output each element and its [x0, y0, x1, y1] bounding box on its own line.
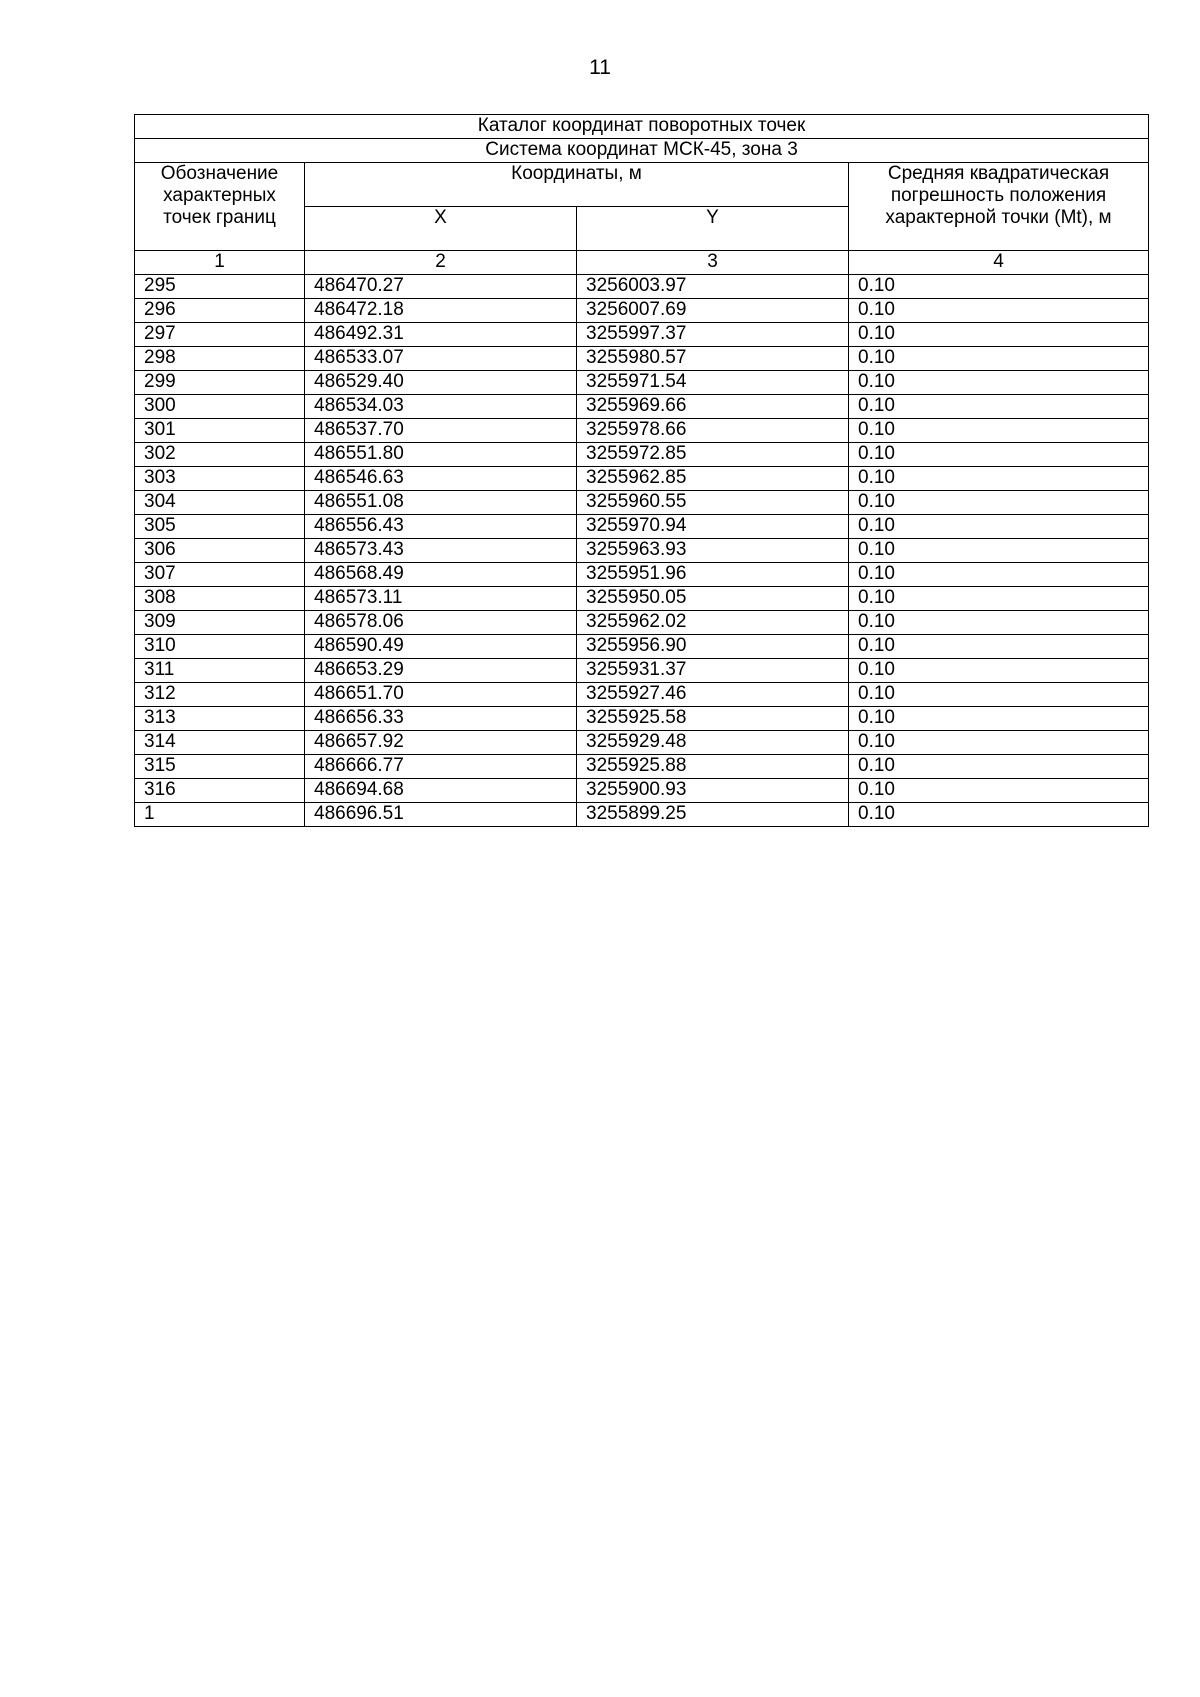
x-coordinate-cell: 486551.08	[305, 491, 577, 515]
y-coordinate-cell: 3255962.02	[577, 611, 849, 635]
x-coordinate-cell: 486651.70	[305, 683, 577, 707]
y-coordinate-cell: 3255927.46	[577, 683, 849, 707]
table-row	[135, 299, 1149, 323]
header-coordinates: Координаты, м	[305, 163, 849, 207]
table-row	[135, 803, 1149, 827]
coordinate-system-label: Система координат МСК-45, зона 3	[135, 139, 1149, 163]
accuracy-cell: 0.10	[849, 467, 1149, 491]
x-coordinate-cell: 486653.29	[305, 659, 577, 683]
accuracy-cell: 0.10	[849, 443, 1149, 467]
y-coordinate-cell: 3255971.54	[577, 371, 849, 395]
table-row	[135, 635, 1149, 659]
y-coordinate-cell: 3255951.96	[577, 563, 849, 587]
point-id-cell: 299	[135, 371, 305, 395]
point-id-cell: 313	[135, 707, 305, 731]
table-title: Каталог координат поворотных точек	[135, 115, 1149, 139]
header-accuracy: Средняя квадратическая погрешность положения характерной точки (Mt), м	[849, 163, 1149, 251]
accuracy-cell: 0.10	[849, 395, 1149, 419]
y-coordinate-cell: 3255960.55	[577, 491, 849, 515]
table-row	[135, 323, 1149, 347]
y-coordinate-cell: 3255931.37	[577, 659, 849, 683]
point-id-cell: 300	[135, 395, 305, 419]
x-coordinate-cell: 486573.11	[305, 587, 577, 611]
point-id-cell: 315	[135, 755, 305, 779]
y-coordinate-cell: 3255963.93	[577, 539, 849, 563]
column-number: 2	[305, 251, 577, 275]
x-coordinate-cell: 486657.92	[305, 731, 577, 755]
point-id-cell: 295	[135, 275, 305, 299]
x-coordinate-cell: 486533.07	[305, 347, 577, 371]
accuracy-cell: 0.10	[849, 347, 1149, 371]
y-coordinate-cell: 3255962.85	[577, 467, 849, 491]
table-row	[135, 515, 1149, 539]
y-coordinate-cell: 3255972.85	[577, 443, 849, 467]
y-coordinate-cell: 3255978.66	[577, 419, 849, 443]
point-id-cell: 309	[135, 611, 305, 635]
x-coordinate-cell: 486578.06	[305, 611, 577, 635]
x-coordinate-cell: 486537.70	[305, 419, 577, 443]
accuracy-cell: 0.10	[849, 371, 1149, 395]
column-number: 3	[577, 251, 849, 275]
accuracy-cell: 0.10	[849, 515, 1149, 539]
y-coordinate-cell: 3255929.48	[577, 731, 849, 755]
accuracy-cell: 0.10	[849, 563, 1149, 587]
point-id-cell: 316	[135, 779, 305, 803]
table-row	[135, 731, 1149, 755]
table-row	[135, 587, 1149, 611]
table-row	[135, 467, 1149, 491]
coordinates-catalog-table	[134, 114, 1149, 827]
table-row	[135, 563, 1149, 587]
accuracy-cell: 0.10	[849, 275, 1149, 299]
x-coordinate-cell: 486470.27	[305, 275, 577, 299]
y-coordinate-cell: 3255900.93	[577, 779, 849, 803]
x-coordinate-cell: 486568.49	[305, 563, 577, 587]
accuracy-cell: 0.10	[849, 779, 1149, 803]
y-coordinate-cell: 3255925.88	[577, 755, 849, 779]
point-id-cell: 1	[135, 803, 305, 827]
y-coordinate-cell: 3255969.66	[577, 395, 849, 419]
x-coordinate-cell: 486590.49	[305, 635, 577, 659]
point-id-cell: 303	[135, 467, 305, 491]
point-id-cell: 312	[135, 683, 305, 707]
y-coordinate-cell: 3255970.94	[577, 515, 849, 539]
table-row	[135, 755, 1149, 779]
table-row	[135, 683, 1149, 707]
point-id-cell: 307	[135, 563, 305, 587]
point-id-cell: 310	[135, 635, 305, 659]
point-id-cell: 298	[135, 347, 305, 371]
point-id-cell: 301	[135, 419, 305, 443]
point-id-cell: 308	[135, 587, 305, 611]
point-id-cell: 305	[135, 515, 305, 539]
header-y: Y	[577, 207, 849, 251]
page-number: 11	[589, 56, 611, 79]
y-coordinate-cell: 3256003.97	[577, 275, 849, 299]
header-x: X	[305, 207, 577, 251]
point-id-cell: 314	[135, 731, 305, 755]
table-row	[135, 275, 1149, 299]
table-row	[135, 539, 1149, 563]
accuracy-cell: 0.10	[849, 707, 1149, 731]
y-coordinate-cell: 3255980.57	[577, 347, 849, 371]
x-coordinate-cell: 486546.63	[305, 467, 577, 491]
header-row	[135, 163, 1149, 207]
x-coordinate-cell: 486666.77	[305, 755, 577, 779]
x-coordinate-cell: 486534.03	[305, 395, 577, 419]
point-id-cell: 311	[135, 659, 305, 683]
accuracy-cell: 0.10	[849, 803, 1149, 827]
header-point-designation: Обозначение характерных точек границ	[135, 163, 305, 251]
y-coordinate-cell: 3255899.25	[577, 803, 849, 827]
y-coordinate-cell: 3255956.90	[577, 635, 849, 659]
column-number: 4	[849, 251, 1149, 275]
table-row	[135, 659, 1149, 683]
x-coordinate-cell: 486492.31	[305, 323, 577, 347]
table-row	[135, 371, 1149, 395]
table-row	[135, 395, 1149, 419]
x-coordinate-cell: 486573.43	[305, 539, 577, 563]
y-coordinate-cell: 3255925.58	[577, 707, 849, 731]
point-id-cell: 296	[135, 299, 305, 323]
column-number-row	[135, 251, 1149, 275]
accuracy-cell: 0.10	[849, 491, 1149, 515]
accuracy-cell: 0.10	[849, 299, 1149, 323]
x-coordinate-cell: 486694.68	[305, 779, 577, 803]
point-id-cell: 304	[135, 491, 305, 515]
coordinate-system-row	[135, 139, 1149, 163]
point-id-cell: 302	[135, 443, 305, 467]
accuracy-cell: 0.10	[849, 539, 1149, 563]
point-id-cell: 297	[135, 323, 305, 347]
table-row	[135, 611, 1149, 635]
y-coordinate-cell: 3255950.05	[577, 587, 849, 611]
accuracy-cell: 0.10	[849, 635, 1149, 659]
x-coordinate-cell: 486656.33	[305, 707, 577, 731]
table-row	[135, 347, 1149, 371]
x-coordinate-cell: 486529.40	[305, 371, 577, 395]
y-coordinate-cell: 3255997.37	[577, 323, 849, 347]
table-row	[135, 707, 1149, 731]
accuracy-cell: 0.10	[849, 659, 1149, 683]
accuracy-cell: 0.10	[849, 611, 1149, 635]
x-coordinate-cell: 486696.51	[305, 803, 577, 827]
accuracy-cell: 0.10	[849, 587, 1149, 611]
y-coordinate-cell: 3256007.69	[577, 299, 849, 323]
x-coordinate-cell: 486556.43	[305, 515, 577, 539]
column-number: 1	[135, 251, 305, 275]
table-title-row	[135, 115, 1149, 139]
accuracy-cell: 0.10	[849, 683, 1149, 707]
table-row	[135, 443, 1149, 467]
accuracy-cell: 0.10	[849, 323, 1149, 347]
x-coordinate-cell: 486472.18	[305, 299, 577, 323]
accuracy-cell: 0.10	[849, 419, 1149, 443]
accuracy-cell: 0.10	[849, 731, 1149, 755]
table-row	[135, 779, 1149, 803]
table-row	[135, 491, 1149, 515]
table-row	[135, 419, 1149, 443]
point-id-cell: 306	[135, 539, 305, 563]
accuracy-cell: 0.10	[849, 755, 1149, 779]
x-coordinate-cell: 486551.80	[305, 443, 577, 467]
